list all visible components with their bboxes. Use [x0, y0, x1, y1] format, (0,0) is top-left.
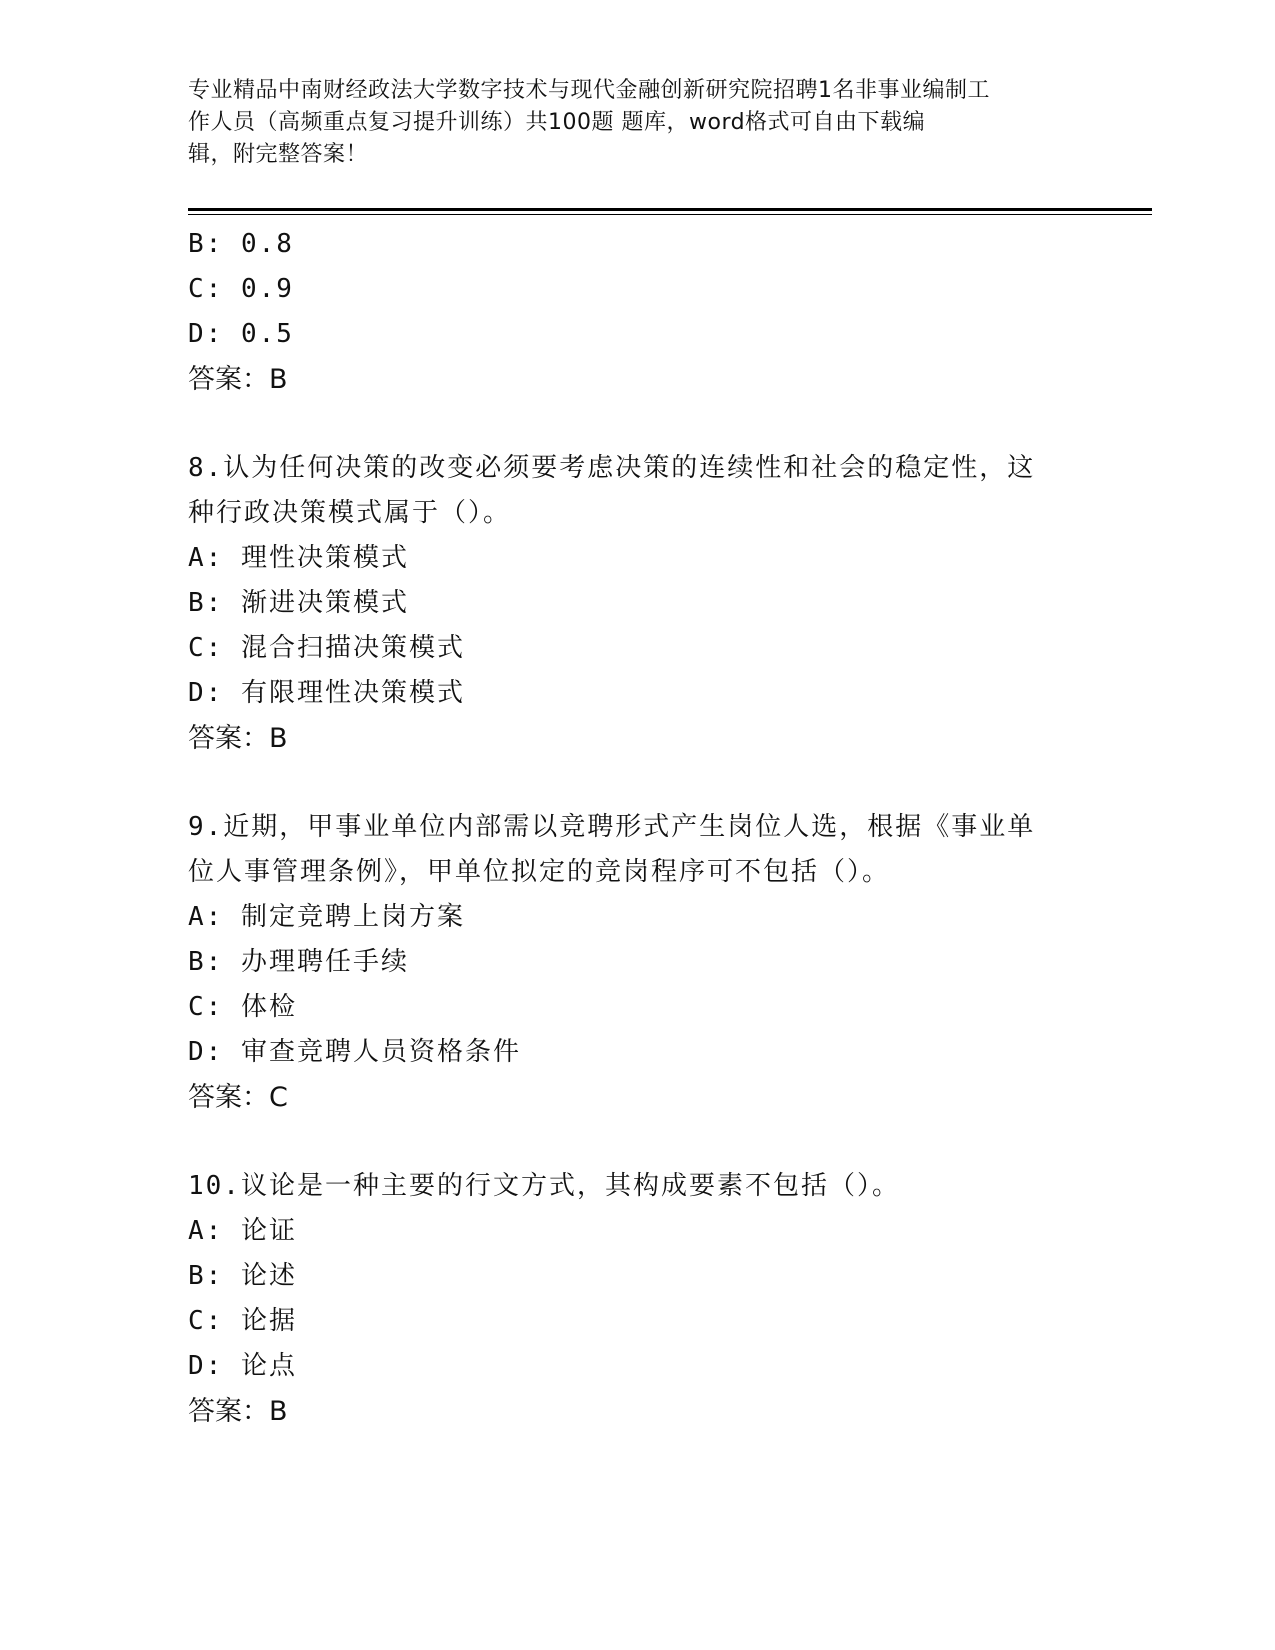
question-stem: 9.近期，甲事业单位内部需以竞聘形式产生岗位人选，根据《事业单	[188, 812, 1036, 842]
option-a: A: 制定竞聘上岗方案	[188, 902, 465, 932]
option-b: B: 渐进决策模式	[188, 588, 409, 618]
header-line-3: 辑，附完整答案！	[188, 142, 369, 167]
option-c: C: 体检	[188, 992, 297, 1022]
option-c: C: 0.9	[188, 274, 294, 304]
option-b: B: 论述	[188, 1261, 297, 1291]
header-divider-thick	[188, 208, 1152, 211]
option-d: D: 论点	[188, 1351, 297, 1381]
option-b: B: 办理聘任手续	[188, 947, 409, 977]
question-list	[188, 222, 1088, 1434]
header-line-2: 作人员（高频重点复习提升训练）共100题 题库，word格式可自由下载编	[188, 110, 926, 135]
question-8	[188, 446, 1088, 761]
answer: 答案：B	[188, 723, 288, 754]
option-a: A: 论证	[188, 1216, 297, 1246]
question-stem: 8.认为任何决策的改变必须要考虑决策的连续性和社会的稳定性，这	[188, 453, 1036, 483]
option-d: D: 有限理性决策模式	[188, 678, 465, 708]
question-10	[188, 1164, 1088, 1434]
option-c: C: 论据	[188, 1306, 297, 1336]
option-b: B: 0.8	[188, 229, 294, 259]
answer: 答案：C	[188, 1082, 288, 1113]
question-stem: 位人事管理条例》，甲单位拟定的竞岗程序可不包括（）。	[188, 857, 891, 887]
option-a: A: 理性决策模式	[188, 543, 409, 573]
option-d: D: 0.5	[188, 319, 294, 349]
question-stem: 10.议论是一种主要的行文方式，其构成要素不包括（）。	[188, 1171, 900, 1201]
header-divider-thin	[188, 214, 1152, 215]
option-d: D: 审查竞聘人员资格条件	[188, 1037, 521, 1067]
answer: 答案：B	[188, 364, 288, 395]
question-9	[188, 805, 1088, 1120]
answer: 答案：B	[188, 1396, 288, 1427]
question-7-tail	[188, 222, 1088, 402]
header-line-1: 专业精品中南财经政法大学数字技术与现代金融创新研究院招聘1名非事业编制工	[188, 78, 990, 103]
question-stem: 种行政决策模式属于（）。	[188, 498, 512, 528]
option-c: C: 混合扫描决策模式	[188, 633, 465, 663]
document-header	[188, 75, 1088, 171]
